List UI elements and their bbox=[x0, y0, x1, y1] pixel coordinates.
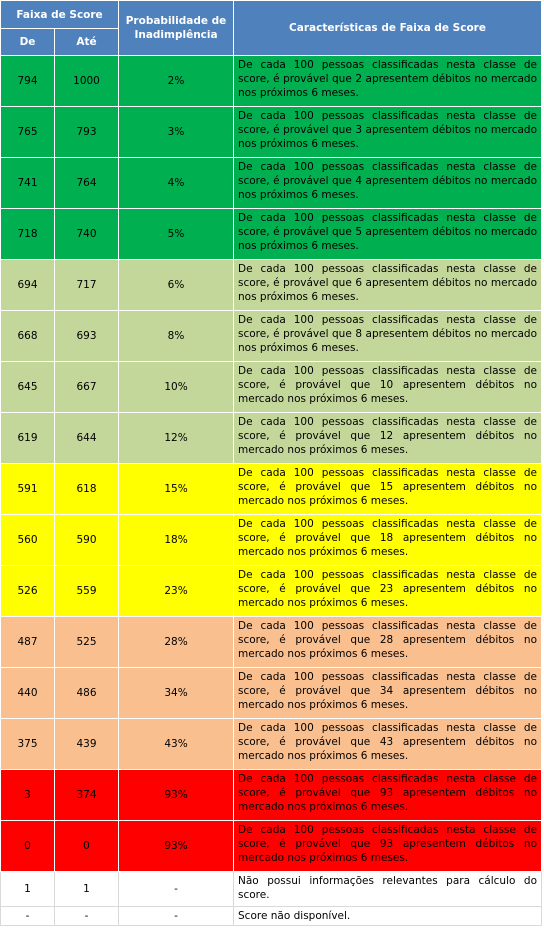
ate-cell: 439 bbox=[55, 719, 119, 770]
prob-cell: 23% bbox=[119, 566, 234, 617]
de-cell: 440 bbox=[1, 668, 55, 719]
de-cell: 645 bbox=[1, 362, 55, 413]
ate-cell: 717 bbox=[55, 260, 119, 311]
table-row bbox=[1, 515, 542, 566]
prob-cell: 34% bbox=[119, 668, 234, 719]
faixa-header: Faixa de Score bbox=[1, 1, 119, 29]
desc-cell: De cada 100 pessoas classificadas nesta classe de score, é provável que 28 apresentem débitos no mercado nos próximos 6 meses. bbox=[234, 617, 542, 668]
ate-cell: 618 bbox=[55, 464, 119, 515]
de-cell: - bbox=[1, 907, 55, 926]
ate-cell: 0 bbox=[55, 821, 119, 872]
de-cell: 560 bbox=[1, 515, 55, 566]
ate-cell: 693 bbox=[55, 311, 119, 362]
de-cell: 526 bbox=[1, 566, 55, 617]
table-row bbox=[1, 209, 542, 260]
de-cell: 794 bbox=[1, 56, 55, 107]
desc-cell: De cada 100 pessoas classificadas nesta classe de score, é provável que 23 apresentem débitos no mercado nos próximos 6 meses. bbox=[234, 566, 542, 617]
prob-cell: 93% bbox=[119, 821, 234, 872]
table-row bbox=[1, 107, 542, 158]
desc-cell: De cada 100 pessoas classificadas nesta classe de score, é provável que 43 apresentem débitos no mercado nos próximos 6 meses. bbox=[234, 719, 542, 770]
table-row bbox=[1, 464, 542, 515]
table-row bbox=[1, 770, 542, 821]
desc-cell: De cada 100 pessoas classificadas nesta classe de score, é provável que 2 apresentem débitos no mercado nos próximos 6 meses. bbox=[234, 56, 542, 107]
desc-cell: De cada 100 pessoas classificadas nesta classe de score, é provável que 15 apresentem débitos no mercado nos próximos 6 meses. bbox=[234, 464, 542, 515]
prob-cell: 93% bbox=[119, 770, 234, 821]
de-cell: 591 bbox=[1, 464, 55, 515]
table-row bbox=[1, 413, 542, 464]
ate-cell: - bbox=[55, 907, 119, 926]
prob-cell: - bbox=[119, 872, 234, 907]
desc-cell: De cada 100 pessoas classificadas nesta classe de score, é provável que 8 apresentem débitos no mercado nos próximos 6 meses. bbox=[234, 311, 542, 362]
prob-cell: - bbox=[119, 907, 234, 926]
ate-cell: 1000 bbox=[55, 56, 119, 107]
ate-cell: 740 bbox=[55, 209, 119, 260]
prob-cell: 28% bbox=[119, 617, 234, 668]
ate-cell: 486 bbox=[55, 668, 119, 719]
desc-cell: De cada 100 pessoas classificadas nesta classe de score, é provável que 12 apresentem débitos no mercado nos próximos 6 meses. bbox=[234, 413, 542, 464]
de-cell: 487 bbox=[1, 617, 55, 668]
table-row bbox=[1, 566, 542, 617]
ate-cell: 590 bbox=[55, 515, 119, 566]
table-row bbox=[1, 872, 542, 907]
de-cell: 741 bbox=[1, 158, 55, 209]
prob-cell: 15% bbox=[119, 464, 234, 515]
table-row bbox=[1, 56, 542, 107]
ate-cell: 559 bbox=[55, 566, 119, 617]
desc-cell: De cada 100 pessoas classificadas nesta classe de score, é provável que 18 apresentem débitos no mercado nos próximos 6 meses. bbox=[234, 515, 542, 566]
prob-cell: 12% bbox=[119, 413, 234, 464]
prob-cell: 3% bbox=[119, 107, 234, 158]
ate-cell: 374 bbox=[55, 770, 119, 821]
desc-cell: Não possui informações relevantes para cálculo do score. bbox=[234, 872, 542, 907]
ate-cell: 1 bbox=[55, 872, 119, 907]
table-row bbox=[1, 719, 542, 770]
de-cell: 375 bbox=[1, 719, 55, 770]
desc-cell: De cada 100 pessoas classificadas nesta classe de score, é provável que 6 apresentem débitos no mercado nos próximos 6 meses. bbox=[234, 260, 542, 311]
desc-cell: De cada 100 pessoas classificadas nesta classe de score, é provável que 93 apresentem débitos no mercado nos próximos 6 meses. bbox=[234, 770, 542, 821]
table-row bbox=[1, 158, 542, 209]
de-header: De bbox=[1, 29, 55, 56]
prob-cell: 6% bbox=[119, 260, 234, 311]
prob-cell: 43% bbox=[119, 719, 234, 770]
table-row bbox=[1, 617, 542, 668]
desc-cell: De cada 100 pessoas classificadas nesta classe de score, é provável que 4 apresentem débitos no mercado nos próximos 6 meses. bbox=[234, 158, 542, 209]
ate-cell: 644 bbox=[55, 413, 119, 464]
table-row bbox=[1, 260, 542, 311]
ate-cell: 764 bbox=[55, 158, 119, 209]
desc-cell: De cada 100 pessoas classificadas nesta classe de score, é provável que 5 apresentem débitos no mercado nos próximos 6 meses. bbox=[234, 209, 542, 260]
prob-cell: 10% bbox=[119, 362, 234, 413]
de-cell: 694 bbox=[1, 260, 55, 311]
prob-cell: 8% bbox=[119, 311, 234, 362]
desc-cell: De cada 100 pessoas classificadas nesta classe de score, é provável que 3 apresentem débitos no mercado nos próximos 6 meses. bbox=[234, 107, 542, 158]
caracteristicas-header: Características de Faixa de Score bbox=[234, 1, 542, 56]
probabilidade-header: Probabilidade de Inadimplência bbox=[119, 1, 234, 56]
de-cell: 1 bbox=[1, 872, 55, 907]
prob-cell: 2% bbox=[119, 56, 234, 107]
prob-cell: 4% bbox=[119, 158, 234, 209]
de-cell: 619 bbox=[1, 413, 55, 464]
table-row bbox=[1, 668, 542, 719]
de-cell: 668 bbox=[1, 311, 55, 362]
table-row bbox=[1, 821, 542, 872]
prob-cell: 5% bbox=[119, 209, 234, 260]
desc-cell: De cada 100 pessoas classificadas nesta classe de score, é provável que 10 apresentem débitos no mercado nos próximos 6 meses. bbox=[234, 362, 542, 413]
de-cell: 765 bbox=[1, 107, 55, 158]
de-cell: 3 bbox=[1, 770, 55, 821]
table-row bbox=[1, 362, 542, 413]
desc-cell: De cada 100 pessoas classificadas nesta classe de score, é provável que 34 apresentem débitos no mercado nos próximos 6 meses. bbox=[234, 668, 542, 719]
prob-cell: 18% bbox=[119, 515, 234, 566]
ate-header: Até bbox=[55, 29, 119, 56]
desc-cell: Score não disponível. bbox=[234, 907, 542, 926]
ate-cell: 667 bbox=[55, 362, 119, 413]
de-cell: 0 bbox=[1, 821, 55, 872]
ate-cell: 525 bbox=[55, 617, 119, 668]
desc-cell: De cada 100 pessoas classificadas nesta classe de score, é provável que 93 apresentem débitos no mercado nos próximos 6 meses. bbox=[234, 821, 542, 872]
table-row bbox=[1, 907, 542, 926]
ate-cell: 793 bbox=[55, 107, 119, 158]
de-cell: 718 bbox=[1, 209, 55, 260]
table-row bbox=[1, 311, 542, 362]
